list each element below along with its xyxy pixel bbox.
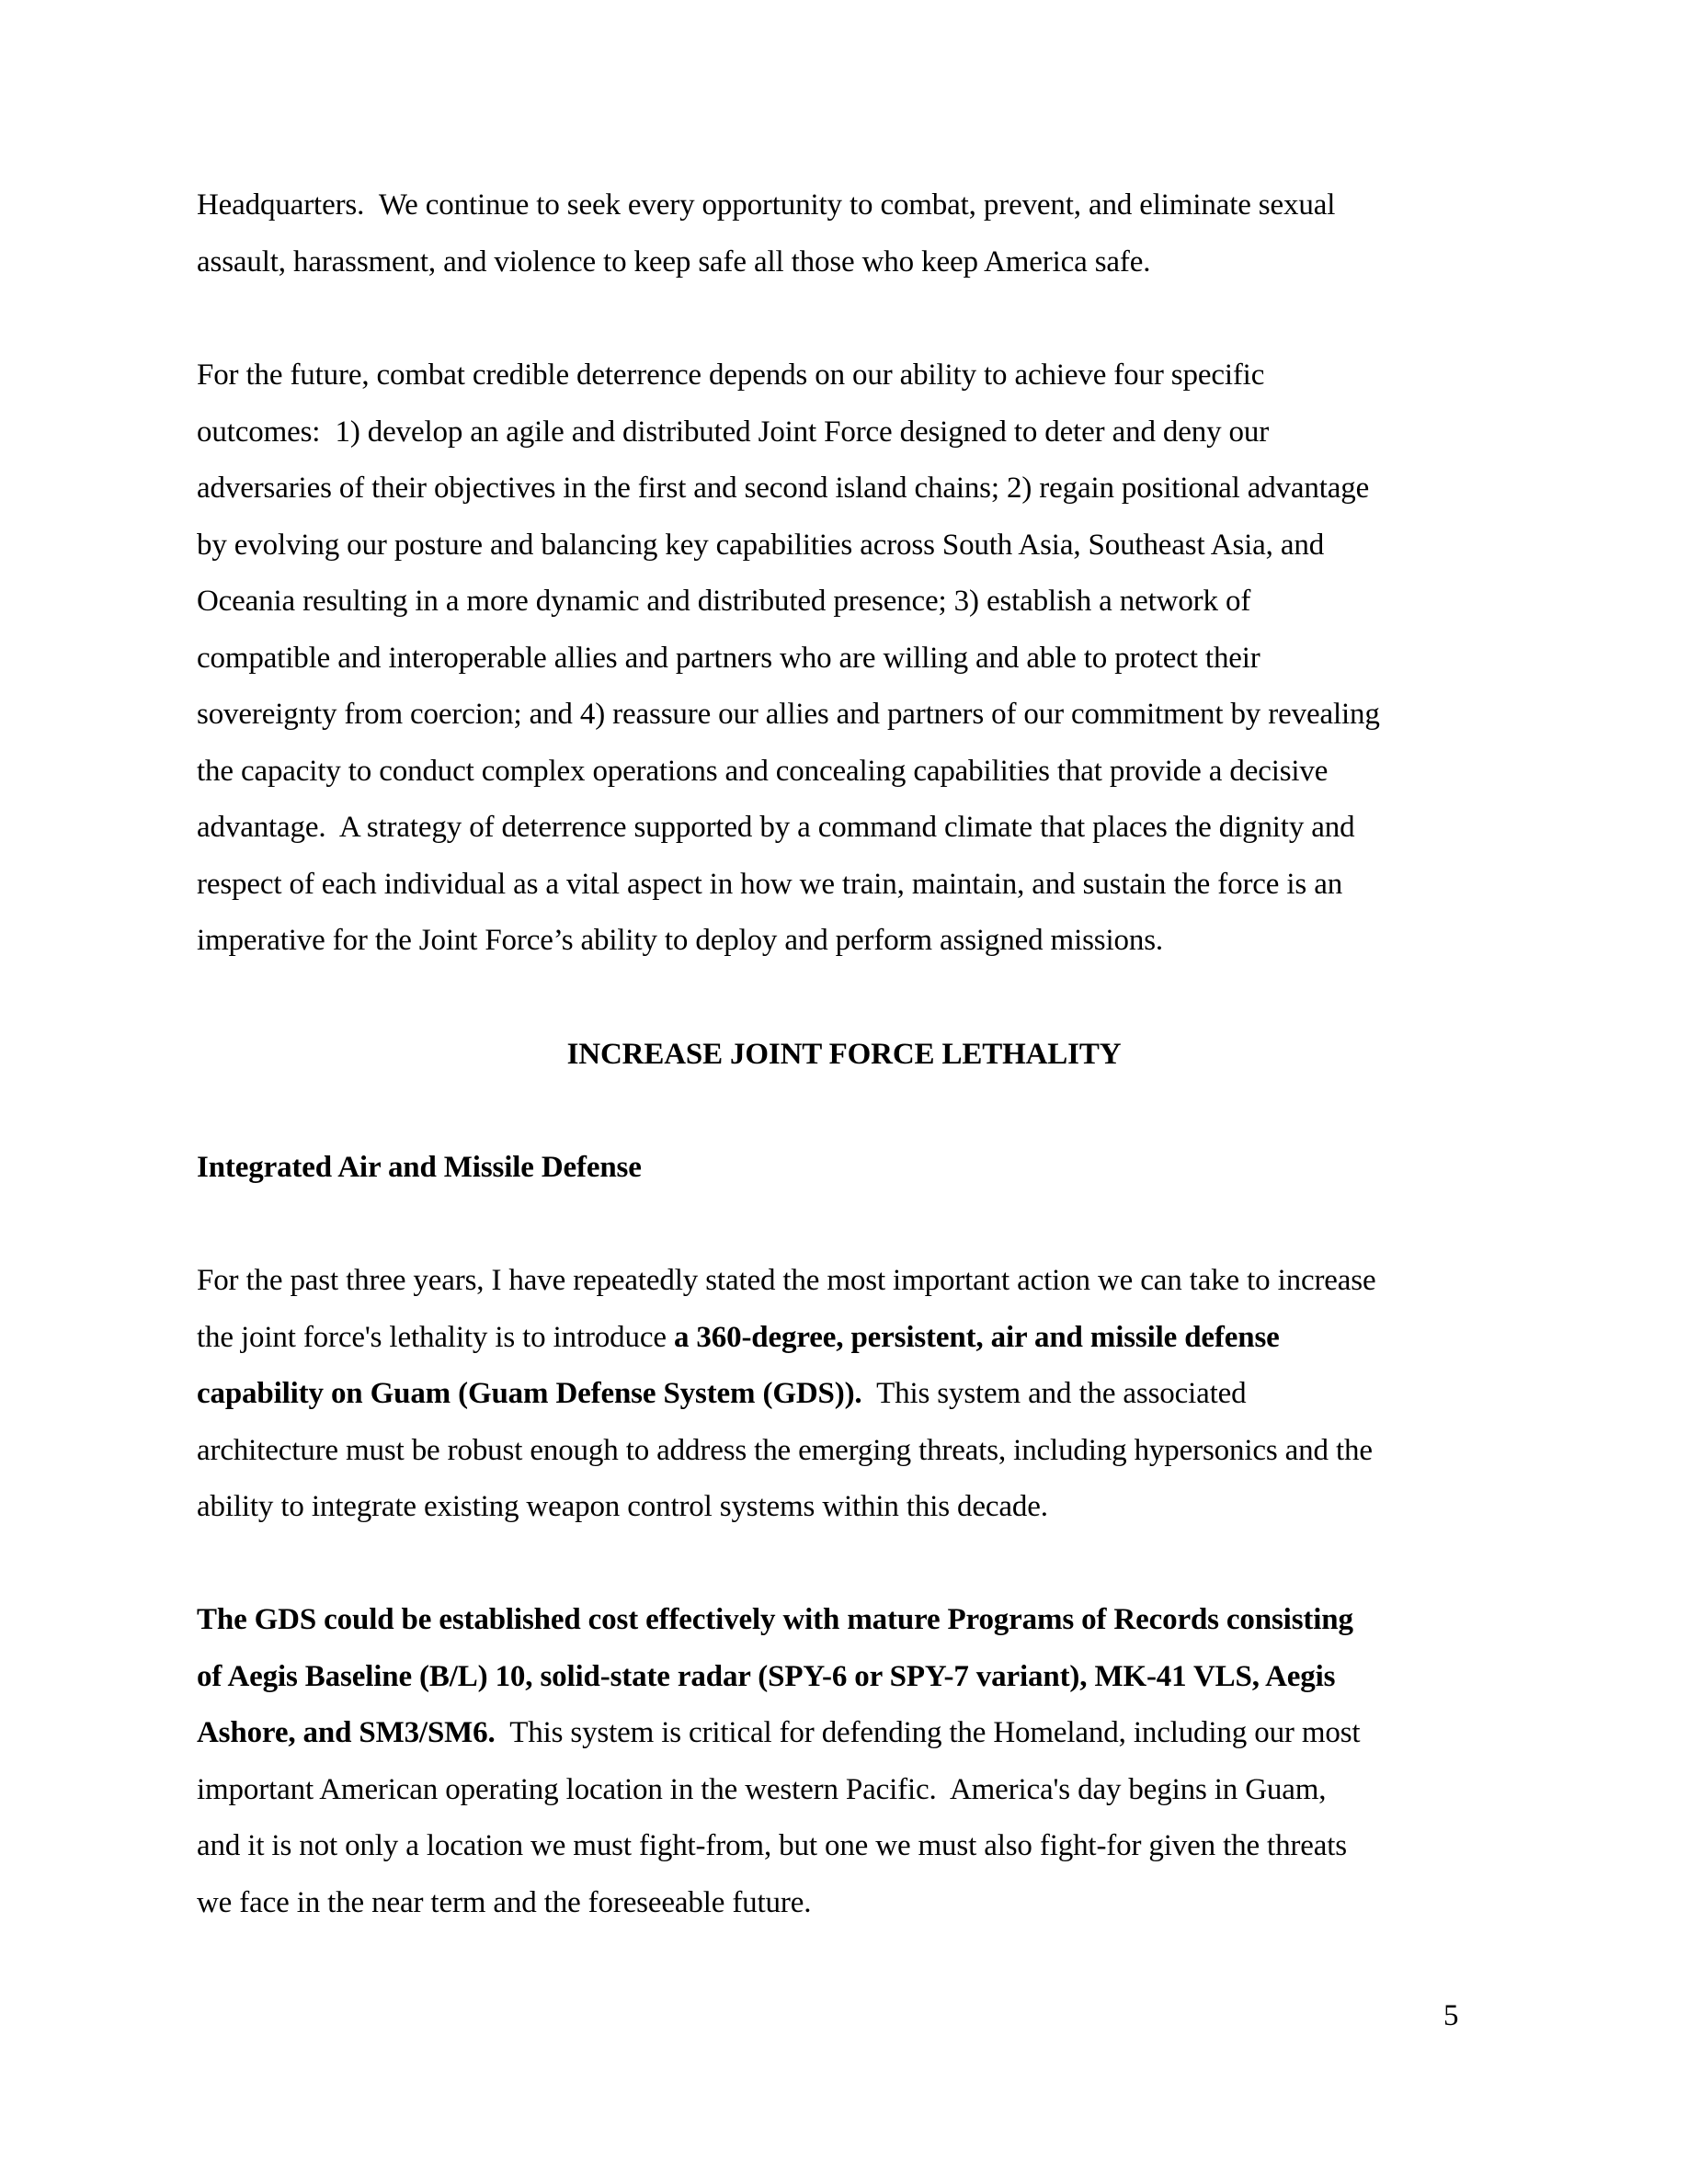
text-line — [197, 244, 1150, 280]
text-line — [197, 866, 1342, 903]
body-text: important American operating location in the western Pacific. America's day begins in Guam, — [197, 1772, 1327, 1806]
page-number: 5 — [1443, 1999, 1459, 2032]
text-line — [197, 1262, 1376, 1299]
body-text: outcomes: 1) develop an agile and distributed Joint Force designed to deter and deny our — [197, 415, 1270, 449]
text-line — [197, 1771, 1326, 1808]
body-text: assault, harassment, and violence to keep safe all those who keep America safe. — [197, 245, 1151, 279]
section-heading: INCREASE JOINT FORCE LETHALITY — [566, 1038, 1122, 1071]
text-line — [197, 696, 1380, 733]
text-line — [197, 357, 1264, 393]
text-line — [197, 1601, 1353, 1638]
text-line — [197, 1488, 1048, 1525]
bold-text: Ashore, and SM3/SM6. — [197, 1716, 496, 1749]
text-line — [197, 1375, 1247, 1412]
body-text: imperative for the Joint Force’s ability to deploy and perform assigned missions. — [197, 924, 1163, 957]
body-text: For the future, combat credible deterrence depends on our ability to achieve four specific — [197, 358, 1265, 392]
text-line — [197, 187, 1335, 223]
body-text: by evolving our posture and balancing key capabilities across South Asia, Southeast Asia, and — [197, 528, 1325, 562]
text-line — [197, 753, 1328, 790]
body-text: Oceania resulting in a more dynamic and distributed presence; 3) establish a network of — [197, 585, 1251, 618]
text-line — [197, 1319, 1280, 1356]
body-text: advantage. A strategy of deterrence supported by a command climate that places the dignity and — [197, 811, 1355, 844]
text-line — [197, 583, 1250, 620]
text-line — [197, 922, 1163, 959]
bold-text: The GDS could be established cost effectively with mature Programs of Records consisting — [197, 1603, 1353, 1636]
body-text: compatible and interoperable allies and partners who are willing and able to protect their — [197, 641, 1260, 675]
body-text: the capacity to conduct complex operations and concealing capabilities that provide a decisive — [197, 754, 1329, 788]
body-text: ability to integrate existing weapon control systems within this decade. — [197, 1490, 1048, 1523]
bold-text: capability on Guam (Guam Defense System (GDS)). — [197, 1377, 862, 1410]
bold-text: a 360-degree, persistent, air and missile defense — [673, 1320, 1280, 1354]
body-text: adversaries of their objectives in the first and second island chains; 2) regain positional advantage — [197, 472, 1370, 505]
body-text: For the past three years, I have repeatedly stated the most important action we can take to increase — [197, 1264, 1376, 1297]
text-line — [197, 809, 1354, 846]
bold-text: of Aegis Baseline (B/L) 10, solid-state radar (SPY-6 or SPY-7 variant), MK-41 VLS, Aegis — [197, 1659, 1336, 1693]
body-text: Headquarters. We continue to seek every opportunity to combat, prevent, and eliminate sexual — [197, 188, 1336, 222]
text-line — [197, 1432, 1373, 1469]
text-line — [197, 1884, 811, 1921]
body-text: respect of each individual as a vital aspect in how we train, maintain, and sustain the force is an — [197, 867, 1343, 901]
body-text: sovereignty from coercion; and 4) reassure our allies and partners of our commitment by revealing — [197, 698, 1380, 731]
text-line — [197, 640, 1260, 677]
text-line — [197, 414, 1269, 450]
body-text: This system and the associated — [861, 1377, 1247, 1410]
text-line — [197, 1827, 1347, 1864]
text-line — [197, 527, 1324, 563]
text-line — [197, 470, 1369, 506]
body-text: and it is not only a location we must fight-from, but one we must also fight-for given the threats — [197, 1829, 1347, 1862]
body-text: the joint force's lethality is to introduce — [197, 1320, 674, 1354]
body-text: This system is critical for defending the Homeland, including our most — [495, 1716, 1361, 1749]
body-text: we face in the near term and the foreseeable future. — [197, 1885, 812, 1919]
text-line — [197, 1658, 1335, 1695]
subheading: Integrated Air and Missile Defense — [197, 1151, 642, 1184]
text-line — [197, 1714, 1360, 1751]
body-text: architecture must be robust enough to address the emerging threats, including hypersonics and the — [197, 1433, 1373, 1467]
